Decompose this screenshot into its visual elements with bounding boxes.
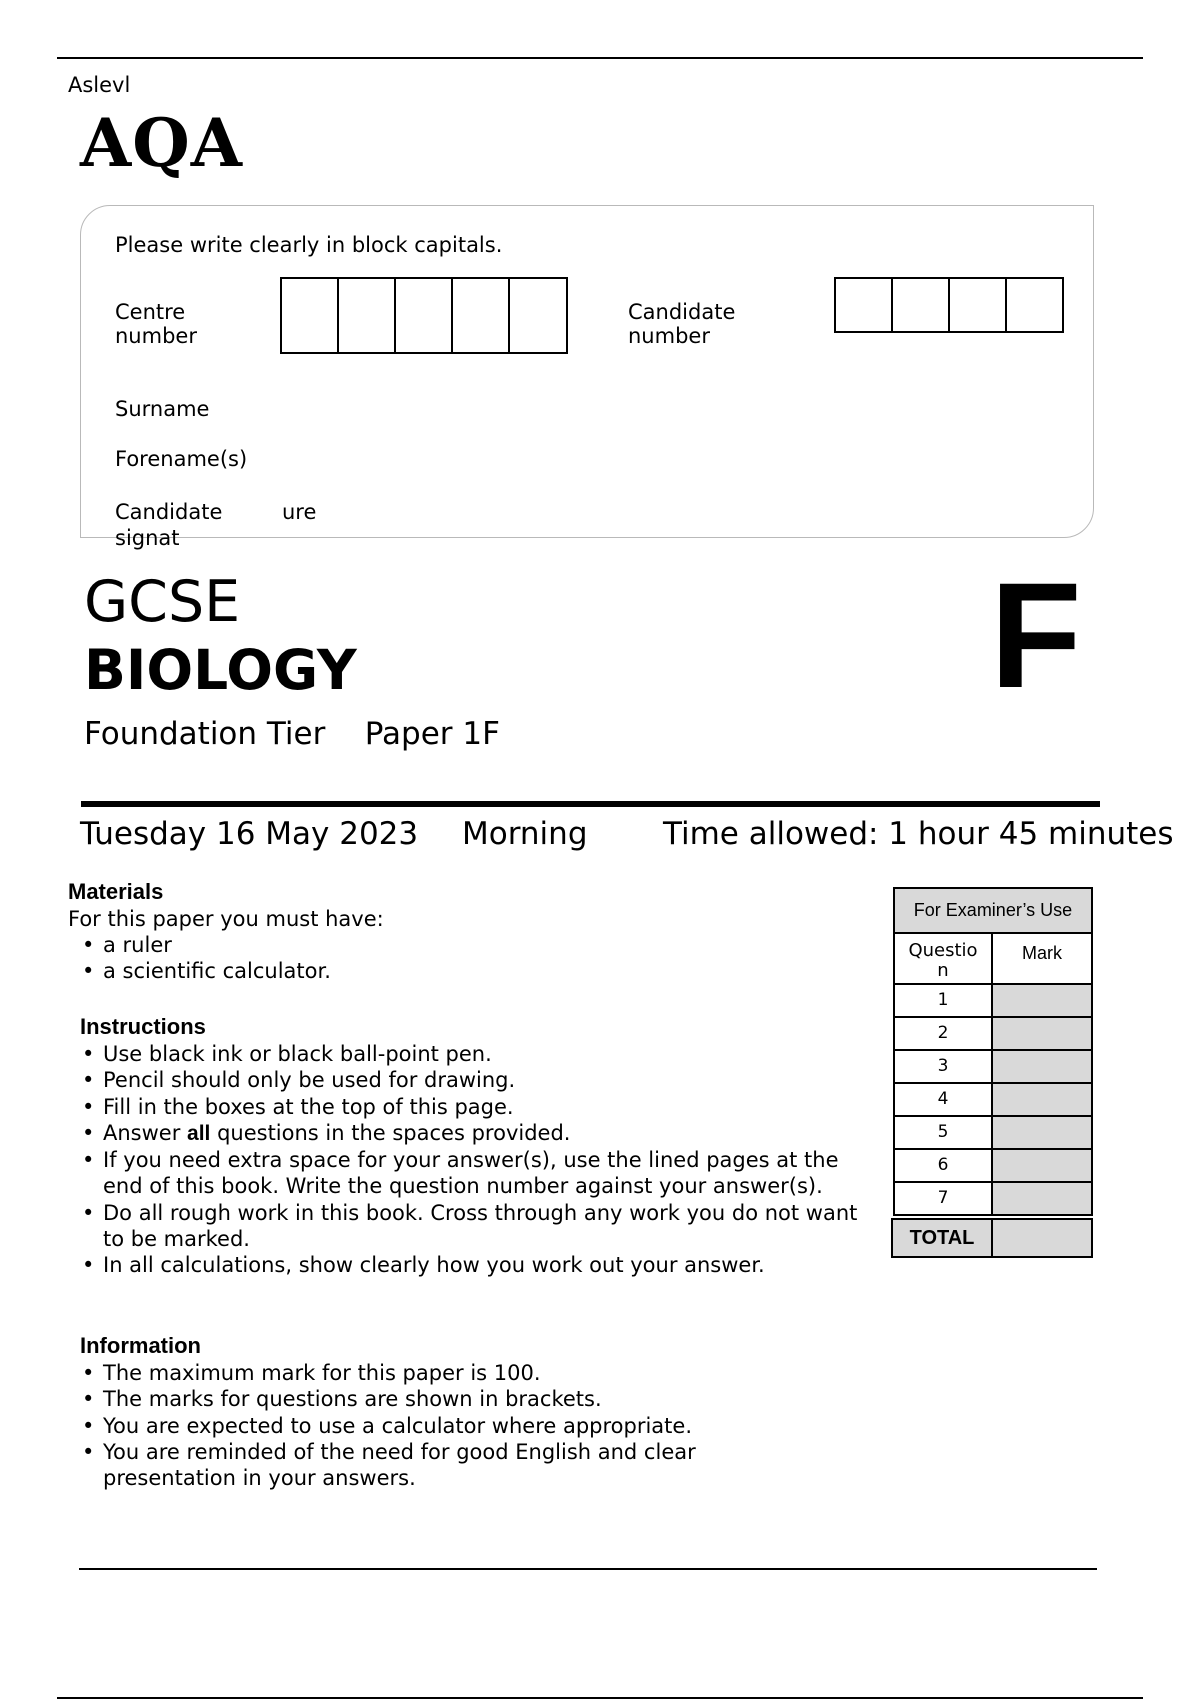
question-column-header: Question [893, 934, 993, 985]
question-number: 3 [893, 1051, 993, 1084]
list-item: • If you need extra space for your answer(s), use the lined pages at the end of this book. Write the question number against your answer(s). [80, 1147, 860, 1200]
question-number: 6 [893, 1150, 993, 1183]
mark-cell [993, 1117, 1093, 1150]
exam-session: Morning [462, 816, 588, 852]
centre-number-digit-box[interactable] [453, 279, 510, 352]
information-heading: Information [80, 1333, 201, 1358]
centre-number-label: Centre number [115, 300, 197, 348]
candidate-number-label: Candidate number [628, 300, 736, 348]
examiner-use-title: For Examiner’s Use [893, 887, 1093, 934]
table-row [893, 1183, 1093, 1216]
candidate-number-boxes [834, 277, 1064, 333]
materials-intro: For this paper you must have: [68, 907, 384, 931]
footer-rule [79, 1568, 1097, 1570]
centre-number-boxes [280, 277, 568, 354]
mark-cell [993, 1183, 1093, 1216]
tier-paper: Foundation Tier Paper 1F [84, 716, 500, 752]
centre-number-digit-box[interactable] [339, 279, 396, 352]
candidate-signature-label: Candidate [115, 500, 223, 524]
question-number: 5 [893, 1117, 993, 1150]
candidate-number-digit-box[interactable] [836, 279, 893, 331]
list-item: • a scientific calculator. [80, 958, 840, 984]
surname-label: Surname [115, 397, 210, 421]
table-row [893, 985, 1093, 1018]
block-capitals-instruction: Please write clearly in block capitals. [115, 233, 503, 257]
question-number: 2 [893, 1018, 993, 1051]
examiner-table-header-row [893, 934, 1093, 985]
list-item: • Fill in the boxes at the top of this page. [80, 1094, 860, 1120]
centre-number-digit-box[interactable] [396, 279, 453, 352]
total-mark-cell [993, 1218, 1093, 1258]
centre-number-digit-box[interactable] [510, 279, 566, 352]
time-allowed: Time allowed: 1 hour 45 minutes [663, 816, 1174, 852]
question-number: 7 [893, 1183, 993, 1216]
list-item: • You are reminded of the need for good English and clear presentation in your answers. [80, 1439, 760, 1492]
candidate-number-digit-box[interactable] [893, 279, 950, 331]
information-list [80, 1360, 760, 1491]
signature-label-continuation: signat [115, 526, 180, 550]
table-row [893, 1018, 1093, 1051]
mark-column-header: Mark [993, 934, 1093, 985]
list-item: • You are expected to use a calculator where appropriate. [80, 1413, 760, 1439]
signature-label-fragment: ure [282, 500, 317, 524]
materials-heading: Materials [68, 879, 164, 904]
list-item: • The marks for questions are shown in brackets. [80, 1386, 760, 1412]
list-item: • Pencil should only be used for drawing. [80, 1067, 860, 1093]
header-note: Aslevl [68, 73, 131, 97]
question-number: 1 [893, 985, 993, 1018]
subject-title: BIOLOGY [84, 638, 357, 702]
candidate-number-digit-box[interactable] [1007, 279, 1062, 331]
exam-date: Tuesday 16 May 2023 [80, 816, 419, 852]
mark-cell [993, 1018, 1093, 1051]
title-divider [81, 801, 1100, 807]
mark-cell [993, 1150, 1093, 1183]
table-row [893, 1084, 1093, 1117]
qualification-title: GCSE [84, 569, 241, 635]
centre-number-digit-box[interactable] [282, 279, 339, 352]
table-row [893, 1051, 1093, 1084]
question-number: 4 [893, 1084, 993, 1117]
forenames-label: Forename(s) [115, 447, 248, 471]
instructions-list [80, 1041, 860, 1279]
page-bottom-rule [57, 1697, 1143, 1699]
candidate-number-digit-box[interactable] [950, 279, 1007, 331]
emphasis-all: all [187, 1121, 211, 1145]
mark-cell [993, 1051, 1093, 1084]
total-row [891, 1218, 1093, 1258]
aqa-logo: AQA [80, 104, 243, 182]
total-label: TOTAL [891, 1218, 993, 1258]
list-item: • In all calculations, show clearly how you work out your answer. [80, 1252, 860, 1278]
list-item: • Use black ink or black ball-point pen. [80, 1041, 860, 1067]
table-row [893, 1117, 1093, 1150]
list-item: • Answer all questions in the spaces provided. [80, 1120, 860, 1147]
mark-cell [993, 1084, 1093, 1117]
instructions-heading: Instructions [80, 1014, 206, 1039]
list-item: • a ruler [80, 932, 840, 958]
table-row [893, 1150, 1093, 1183]
tier-letter: F [990, 551, 1082, 719]
list-item: • The maximum mark for this paper is 100. [80, 1360, 760, 1386]
materials-list [80, 932, 840, 985]
mark-cell [993, 985, 1093, 1018]
top-rule [57, 57, 1143, 59]
list-item: • Do all rough work in this book. Cross through any work you do not want to be marked. [80, 1200, 860, 1253]
